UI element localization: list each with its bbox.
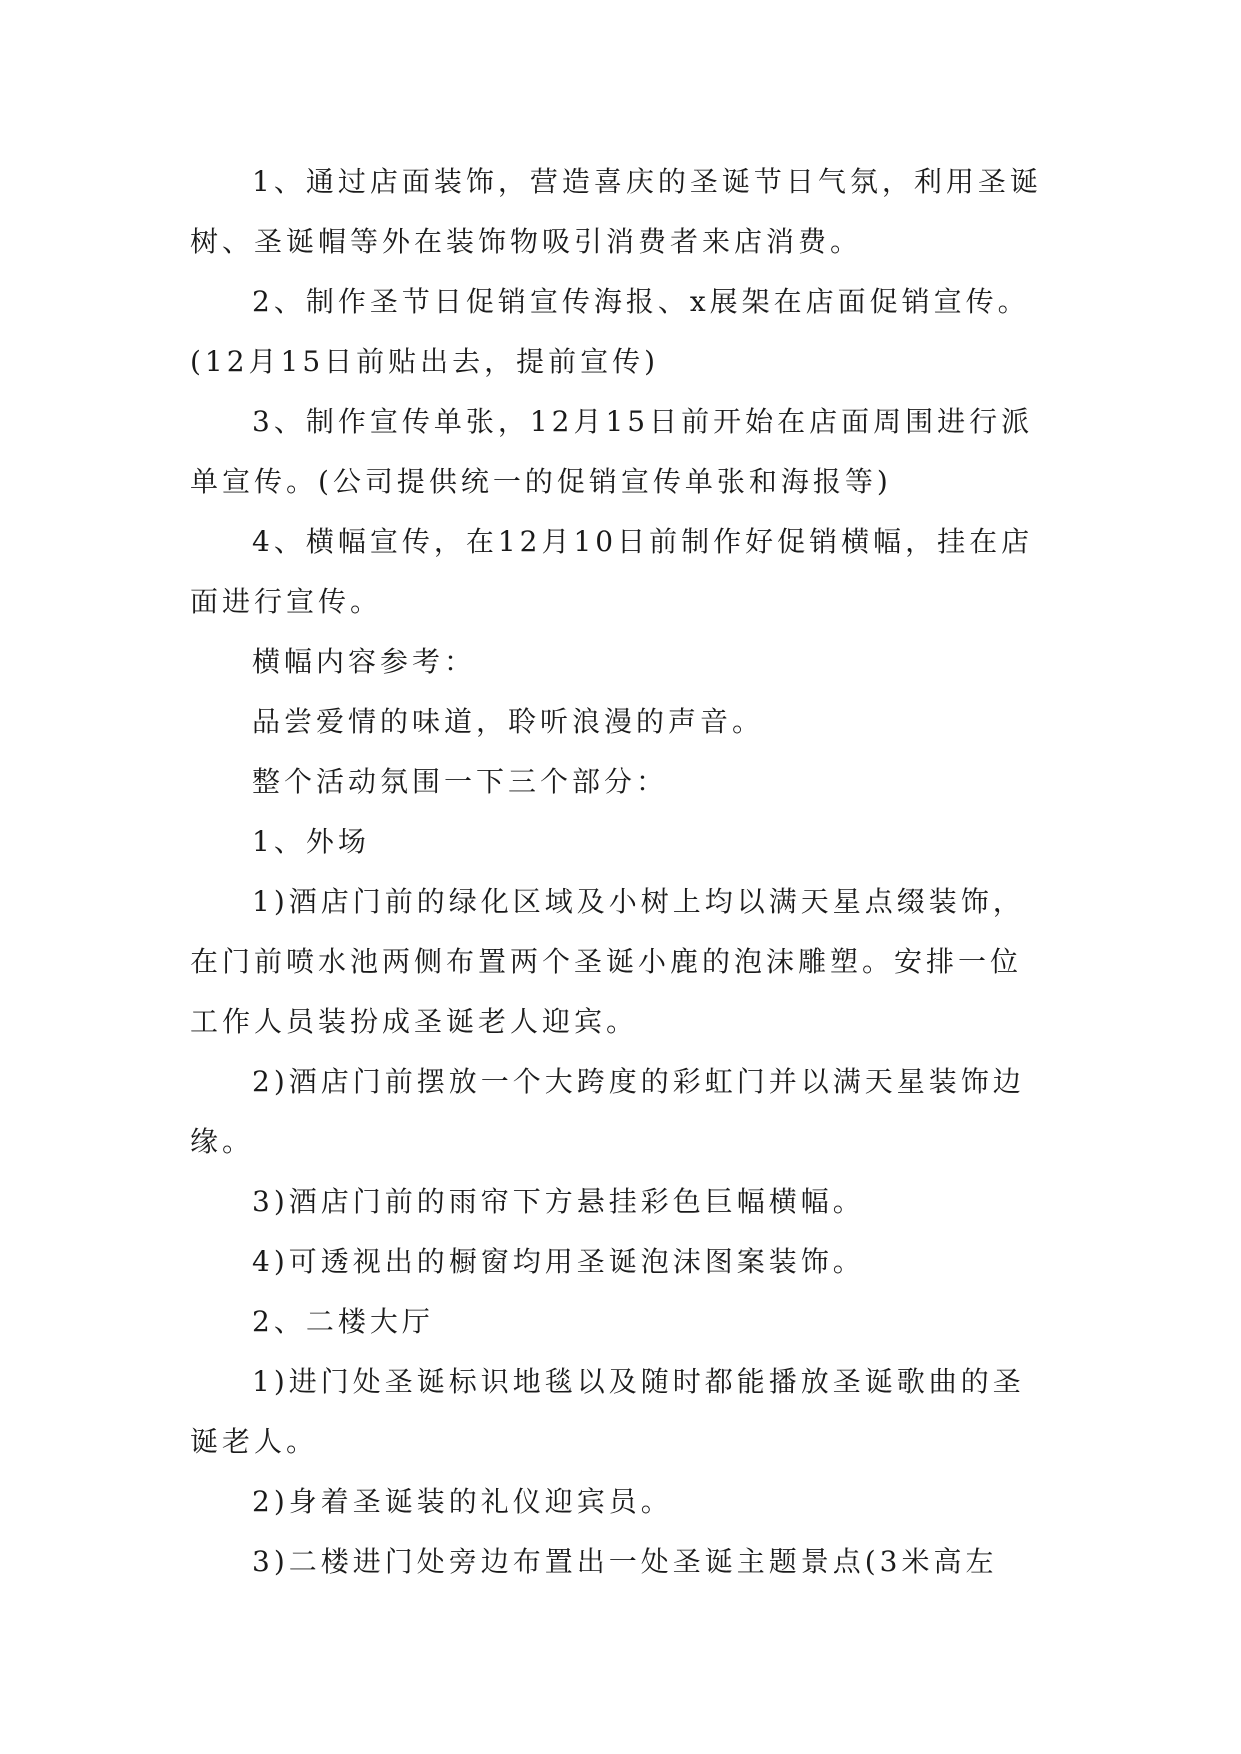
paragraph: 1、外场	[252, 825, 370, 858]
paragraph: 3)酒店门前的雨帘下方悬挂彩色巨幅横幅。	[252, 1185, 865, 1218]
paragraph: 1)酒店门前的绿化区域及小树上均以满天星点缀装饰，在门前喷水池两侧布置两个圣诞小鹿的泡沫雕塑。安排一位工作人员装扮成圣诞老人迎宾。	[190, 885, 1025, 1038]
paragraph: 2、二楼大厅	[252, 1305, 434, 1338]
paragraph: 品尝爱情的味道，聆听浪漫的声音。	[252, 705, 765, 738]
paragraph: 1)进门处圣诞标识地毯以及随时都能播放圣诞歌曲的圣诞老人。	[190, 1365, 1025, 1458]
paragraph: 2、制作圣节日促销宣传海报、x展架在店面促销宣传。(12月15日前贴出去，提前宣传)	[190, 285, 1030, 378]
paragraph: 4、横幅宣传，在12月10日前制作好促销横幅，挂在店面进行宣传。	[190, 525, 1034, 618]
paragraph: 4)可透视出的橱窗均用圣诞泡沫图案装饰。	[252, 1245, 865, 1278]
paragraph: 2)酒店门前摆放一个大跨度的彩虹门并以满天星装饰边缘。	[190, 1065, 1025, 1158]
paragraph: 整个活动氛围一下三个部分：	[252, 765, 669, 798]
paragraph: 1、通过店面装饰，营造喜庆的圣诞节日气氛，利用圣诞树、圣诞帽等外在装饰物吸引消费者来店消费。	[190, 165, 1042, 258]
document-body	[190, 152, 1050, 1592]
paragraph: 3)二楼进门处旁边布置出一处圣诞主题景点(3米高左	[252, 1545, 998, 1578]
paragraph: 2)身着圣诞装的礼仪迎宾员。	[252, 1485, 673, 1518]
paragraph: 3、制作宣传单张，12月15日前开始在店面周围进行派单宣传。(公司提供统一的促销宣传单张和海报等)	[190, 405, 1034, 498]
paragraph: 横幅内容参考：	[252, 645, 477, 678]
